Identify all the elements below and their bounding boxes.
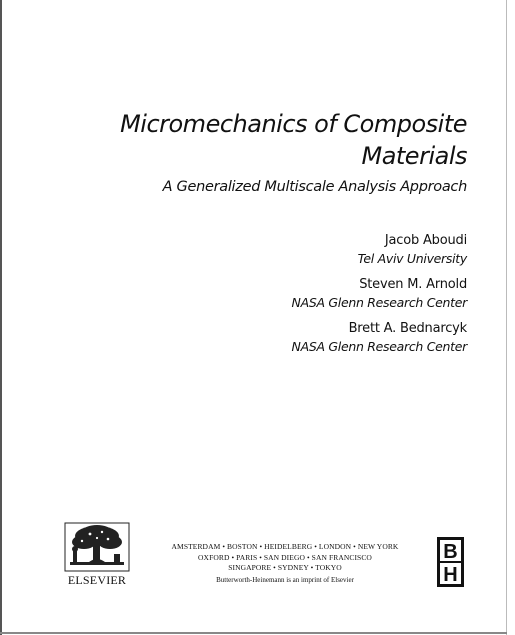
bh-logo-icon bbox=[437, 537, 464, 587]
author-list bbox=[167, 232, 467, 364]
elsevier-logo bbox=[64, 522, 130, 588]
bh-letter-b: B bbox=[443, 541, 458, 563]
publisher-cities bbox=[160, 542, 410, 585]
book-title-line-2: Materials bbox=[361, 142, 467, 170]
author-entry bbox=[167, 232, 467, 267]
author-affiliation: NASA Glenn Research Center bbox=[291, 339, 467, 354]
elsevier-wordmark: ELSEVIER bbox=[67, 573, 127, 587]
cities-line-3: SINGAPORE • SYDNEY • TOKYO bbox=[228, 563, 342, 572]
cities-line-2: OXFORD • PARIS • SAN DIEGO • SAN FRANCISCO bbox=[198, 552, 372, 562]
author-affiliation: Tel Aviv University bbox=[357, 251, 467, 266]
author-entry bbox=[167, 276, 467, 311]
author-entry bbox=[167, 320, 467, 355]
elsevier-tree-icon bbox=[64, 522, 130, 572]
bh-letter-h: H bbox=[443, 564, 458, 586]
page-right-border bbox=[506, 0, 507, 635]
page-left-border bbox=[0, 0, 2, 635]
bh-logo bbox=[437, 537, 464, 587]
author-name: Steven M. Arnold bbox=[359, 277, 467, 292]
book-subtitle: A Generalized Multiscale Analysis Approach bbox=[162, 179, 467, 195]
book-title bbox=[47, 108, 467, 172]
page-bottom-border bbox=[0, 632, 507, 634]
author-affiliation: NASA Glenn Research Center bbox=[291, 295, 467, 310]
imprint-note: Butterworth-Heinemann is an imprint of Elsevier bbox=[216, 575, 354, 584]
cities-line-1: AMSTERDAM • BOSTON • HEIDELBERG • LONDON • NEW YORK bbox=[171, 542, 399, 551]
author-name: Brett A. Bednarcyk bbox=[348, 321, 467, 336]
author-name: Jacob Aboudi bbox=[384, 233, 467, 248]
book-title-line-1: Micromechanics of Composite bbox=[120, 110, 467, 138]
